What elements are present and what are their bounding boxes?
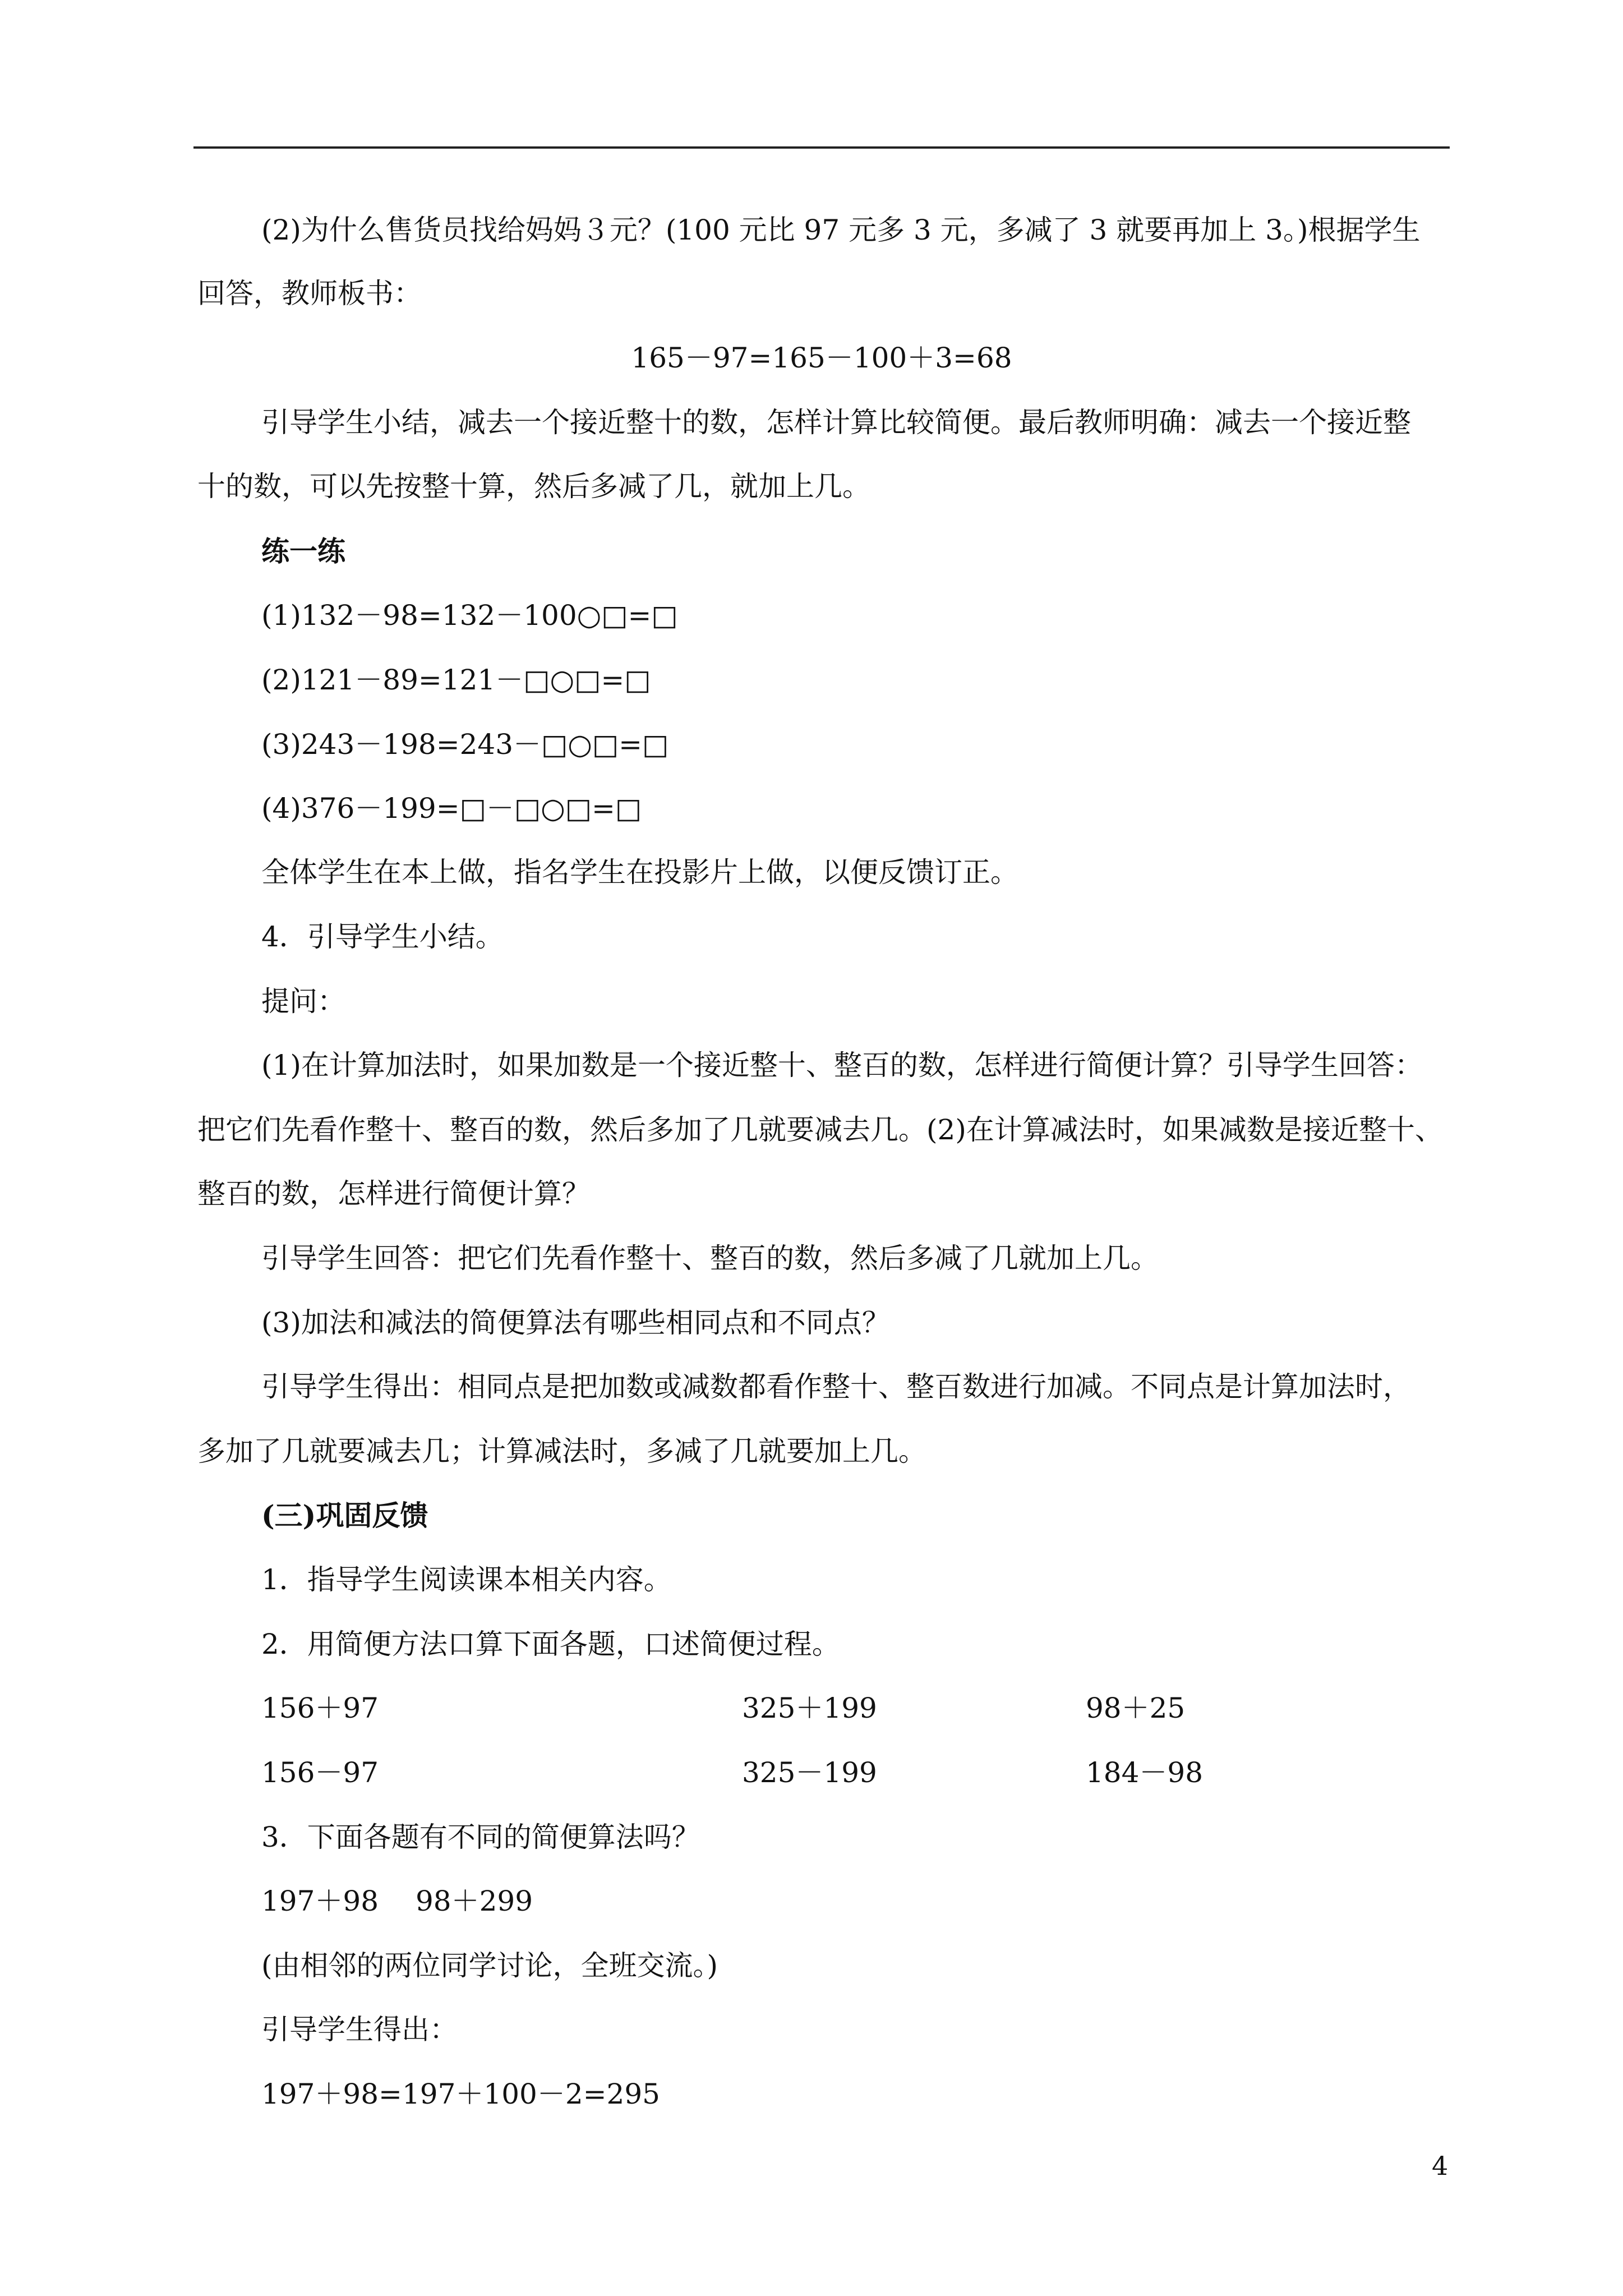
paragraph-line: (3)加法和减法的简便算法有哪些相同点和不同点？ xyxy=(261,1306,890,1339)
formula-line: 197＋98=197＋100－2=295 xyxy=(261,2078,660,2110)
exercise-line: 197＋98 98＋299 xyxy=(261,1885,533,1917)
section-heading: 练一练 xyxy=(261,535,345,568)
paragraph-line: 提问： xyxy=(261,985,345,1018)
exercise-line: (4)376－199=□－□○□=□ xyxy=(261,792,642,825)
exercise-line: (2)121－89=121－□○□=□ xyxy=(261,664,651,696)
paragraph-line: 引导学生得出：相同点是把加数或减数都看作整十、整百数进行加减。不同点是计算加法时， xyxy=(261,1370,1411,1403)
exercise-row xyxy=(261,1756,1518,1789)
exercise-line: (1)132－98=132－100○□=□ xyxy=(261,599,678,632)
exercise-item: 156－97 xyxy=(261,1756,379,1789)
exercise-item: 184－98 xyxy=(1086,1756,1204,1789)
formula-line: 165－97=165－100＋3=68 xyxy=(631,342,1012,374)
page-number: 4 xyxy=(1432,2151,1449,2181)
paragraph-line: (2)为什么售货员找给妈妈３元？(100 元比 97 元多 3 元，多减了 3 就要再加上 3。)根据学生 xyxy=(261,214,1421,246)
paragraph-line: 把它们先看作整十、整百的数，然后多加了几就要减去几。(2)在计算减法时，如果减数是接近整十、 xyxy=(197,1114,1443,1146)
paragraph-line: 回答，教师板书： xyxy=(197,277,422,310)
paragraph-line: 多加了几就要减去几；计算减法时，多减了几就要加上几。 xyxy=(197,1435,926,1467)
paragraph-line: 引导学生回答：把它们先看作整十、整百的数，然后多减了几就加上几。 xyxy=(261,1242,1159,1274)
paragraph-line: 引导学生小结，减去一个接近整十的数，怎样计算比较简便。最后教师明确：减去一个接近整 xyxy=(261,406,1411,439)
paragraph-line: 4．引导学生小结。 xyxy=(261,921,504,953)
paragraph-line: 2．用简便方法口算下面各题，口述简便过程。 xyxy=(261,1628,840,1660)
exercise-row xyxy=(261,1694,1518,1722)
paragraph-line: 全体学生在本上做，指名学生在投影片上做，以便反馈订正。 xyxy=(261,856,1018,889)
paragraph-line: (1)在计算加法时，如果加数是一个接近整十、整百的数，怎样进行简便计算？引导学生回答： xyxy=(261,1049,1423,1082)
paragraph-line: 十的数，可以先按整十算，然后多减了几，就加上几。 xyxy=(197,470,870,503)
header-rule xyxy=(193,146,1450,149)
paragraph-line: (由相邻的两位同学讨论，全班交流。) xyxy=(261,1949,718,1982)
exercise-item: 156＋97 xyxy=(261,1692,379,1724)
exercise-item: 325＋199 xyxy=(742,1692,877,1724)
paragraph-line: 引导学生得出： xyxy=(261,2013,458,2046)
paragraph-line: 1．指导学生阅读课本相关内容。 xyxy=(261,1563,672,1596)
section-heading: (三)巩固反馈 xyxy=(261,1499,428,1532)
exercise-item: 325－199 xyxy=(742,1756,877,1789)
exercise-item: 98＋25 xyxy=(1086,1692,1186,1724)
paragraph-line: 3．下面各题有不同的简便算法吗？ xyxy=(261,1821,700,1853)
paragraph-line: 整百的数，怎样进行简便计算？ xyxy=(197,1177,590,1210)
exercise-line: (3)243－198=243－□○□=□ xyxy=(261,728,669,761)
